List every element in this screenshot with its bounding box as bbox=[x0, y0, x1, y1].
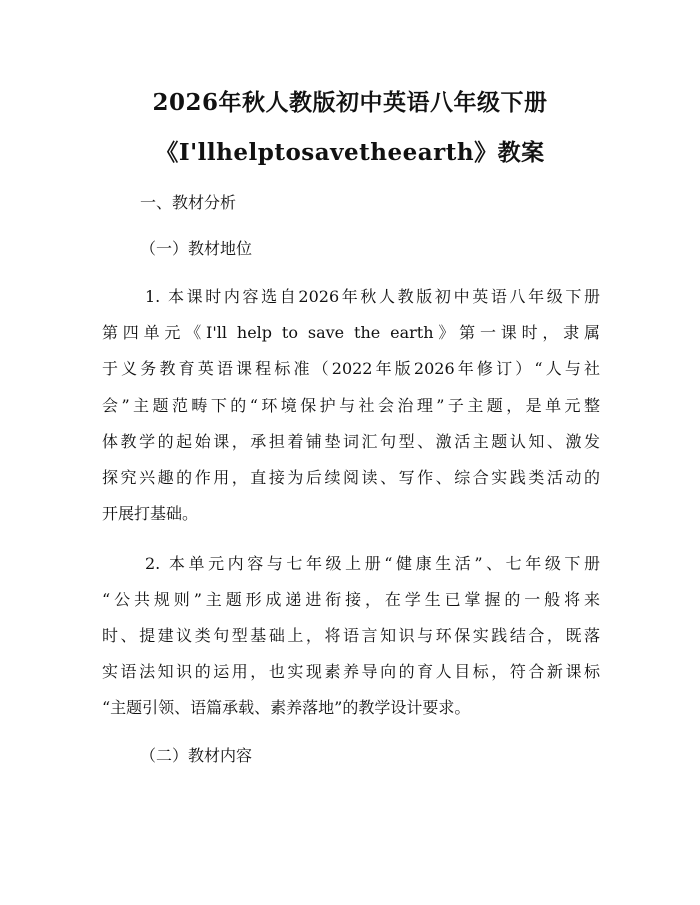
paragraph-2-line-3: 时、提建议类句型基础上，将语言知识与环保实践结合，既落 bbox=[102, 626, 600, 645]
paragraph-1-line-7: 开展打基础。 bbox=[102, 504, 199, 523]
paragraph-2-line-5: “主题引领、语篇承载、素养落地”的教学设计要求。 bbox=[102, 698, 471, 717]
paragraph-1-line-4: 会”主题范畴下的“环境保护与社会治理”子主题，是单元整 bbox=[102, 396, 600, 415]
subsection-heading-textbook-status: （一）教材地位 bbox=[140, 239, 253, 258]
paragraph-1-line-5: 体教学的起始课，承担着铺垫词汇句型、激活主题认知、激发 bbox=[102, 432, 600, 451]
paragraph-1-line-1: 1. 本课时内容选自2026年秋人教版初中英语八年级下册 bbox=[145, 287, 600, 306]
paragraph-1-line-2: 第四单元《I'll help to save the earth》第一课时，隶属 bbox=[102, 323, 600, 342]
subsection-heading-textbook-content: （二）教材内容 bbox=[140, 746, 253, 765]
section-heading-textbook-analysis: 一、教材分析 bbox=[140, 193, 237, 212]
paragraph-2-line-1: 2. 本单元内容与七年级上册“健康生活”、七年级下册 bbox=[145, 554, 600, 573]
document-title-line-2: 《I'llhelptosavetheearth》教案 bbox=[155, 139, 545, 166]
paragraph-2-line-4: 实语法知识的运用，也实现素养导向的育人目标，符合新课标 bbox=[102, 662, 600, 681]
paragraph-2-line-2: “公共规则”主题形成递进衔接，在学生已掌握的一般将来 bbox=[102, 590, 600, 609]
document-title-line-1: 2026年秋人教版初中英语八年级下册 bbox=[152, 89, 548, 116]
paragraph-1-line-6: 探究兴趣的作用，直接为后续阅读、写作、综合实践类活动的 bbox=[102, 468, 600, 487]
paragraph-1-line-3: 于义务教育英语课程标准（2022年版2026年修订）“人与社 bbox=[102, 359, 600, 378]
